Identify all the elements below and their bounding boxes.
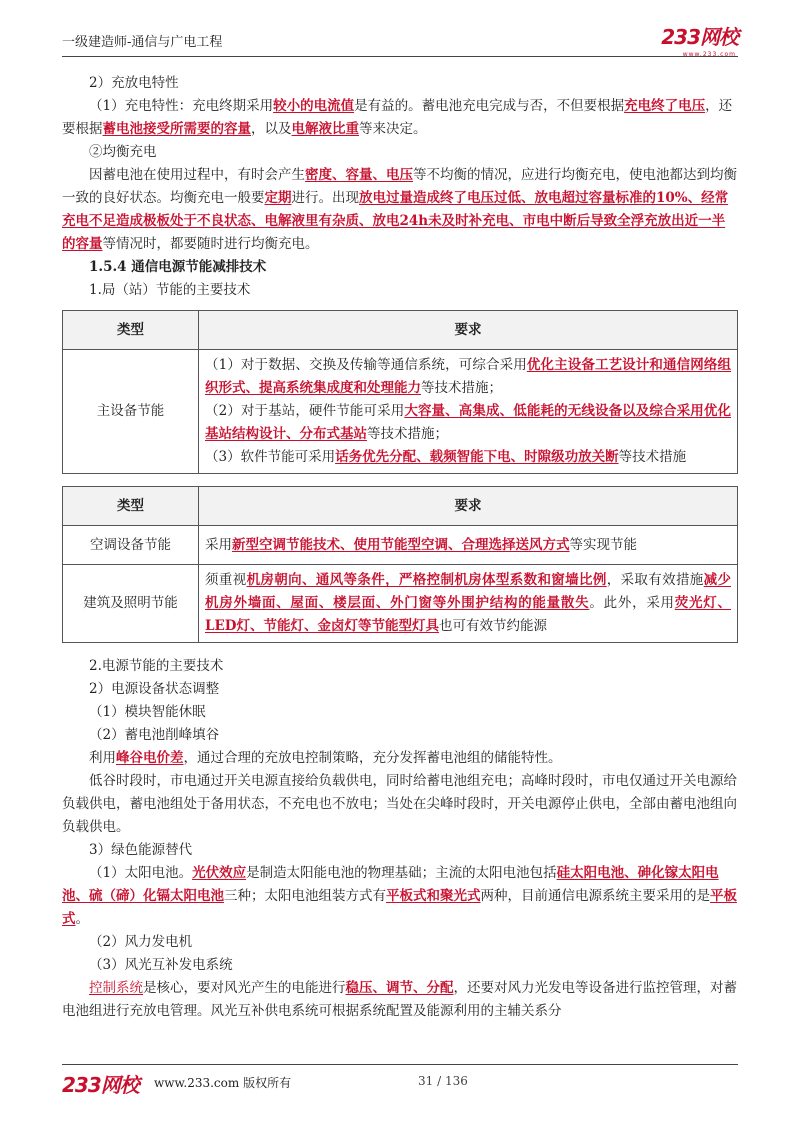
table-header-requirement: 要求 <box>199 311 738 350</box>
list-item: （3）风光互补发电系统 <box>89 957 233 973</box>
heading-equalizing-charge: ②均衡充电 <box>89 144 157 160</box>
list-item: （2）风力发电机 <box>89 934 193 950</box>
table-cell-type: 空调设备节能 <box>63 526 199 565</box>
paragraph-equalizing-charge: 因蓄电池在使用过程中，有时会产生密度、容量、电压等不均衡的情况，应进行均衡充电，使电池都达到均衡一致的良好状态。均衡充电一般要定期进行。出现放电过量造成终了电压过低、放电超过容量标准的10%、经常充电不足造成极板处于不良状态、电解液里有杂质、放电24h未及时补充电、市电中断后导致全浮充放出近一半的容量等情况时，都要随时进行均衡充电。 <box>62 167 737 252</box>
brand-logo: 233网校 <box>661 25 738 49</box>
keypoint: 电解液比重 <box>291 121 359 137</box>
paragraph-time-periods: 低谷时段时，市电通过开关电源直接给负载供电，同时给蓄电池组充电；高峰时段时，市电仅通过开关电源给负载供电，蓄电池组处于备用状态，不充电也不放电；当处在尖峰时段时，开关电源停止供电，全部由蓄电池组向负载供电。 <box>62 773 737 835</box>
keypoint: 机房朝向、通风等条件，严格控制机房体型系数和窗墙比例 <box>246 572 607 588</box>
keypoint: 减少机房外墙面、屋面、楼层面、外门窗等外围护结构的能量散失 <box>205 572 732 611</box>
table-main-equipment-saving <box>62 310 738 474</box>
table-header-type: 类型 <box>63 311 199 350</box>
subheading-state-adjustment: 2）电源设备状态调整 <box>89 681 220 697</box>
page-footer <box>62 1064 738 1105</box>
table-cell-type: 主设备节能 <box>63 350 199 474</box>
table-cell-requirement: 须重视机房朝向、通风等条件，严格控制机房体型系数和窗墙比例，采取有效措施减少机房外墙面、屋面、楼层面、外门窗等外围护结构的能量散失。此外，采用荧光灯、LED灯、节能灯、金卤灯等节能型灯具也可有效节约能源 <box>199 565 738 643</box>
footer-logo: 233网校 <box>62 1073 139 1097</box>
brand-logo-url: www.233.com <box>682 51 736 58</box>
paragraph-wind-solar: 控制系统是核心，要对风光产生的电能进行稳压、调节、分配，还要对风力光发电等设备进行监控管理，对蓄电池组进行充放电管理。风光互补供电系统可根据系统配置及能源利用的主辅关系分 <box>62 980 737 1019</box>
table-cell-type: 建筑及照明节能 <box>63 565 199 643</box>
table-row <box>63 565 738 643</box>
table-cell-requirement: 采用新型空调节能技术、使用节能型空调、合理选择送风方式等实现节能 <box>199 526 738 565</box>
header-title: 一级建造师-通信与广电工程 <box>62 35 223 50</box>
subheading-power-saving: 2.电源节能的主要技术 <box>89 658 224 674</box>
paragraph-solar-cell: （1）太阳电池。光伏效应是制造太阳能电池的物理基础；主流的太阳电池包括硅太阳电池、砷化镓太阳电池、硫（碲）化镉太阳电池三种；太阳电池组装方式有平板式和聚光式两种，目前通信电源系统主要采用的是平板式。 <box>62 865 737 927</box>
page-number: 31 / 136 <box>418 1074 468 1088</box>
keypoint: 荧光灯、LED灯、节能灯、金卤灯等节能型灯具 <box>205 595 732 634</box>
page-header <box>62 22 738 57</box>
subheading-station-energy-saving: 1.局（站）节能的主要技术 <box>89 282 251 298</box>
document-body <box>62 72 738 1023</box>
keypoint: 光伏效应 <box>192 865 247 881</box>
keypoint: 优化主设备工艺设计和通信网络组织形式、提高系统集成度和处理能力 <box>205 357 731 396</box>
keypoint: 硅太阳电池、砷化镓太阳电池、硫（碲）化镉太阳电池 <box>62 865 719 904</box>
list-item: （1）模块智能休眠 <box>89 704 206 720</box>
keypoint: 放电过量造成终了电压过低、放电超过容量标准的10%、经常充电不足造成极板处于不良状态、电解液里有杂质、放电24h未及时补充电、市电中断后导致全浮充放出近一半的容量 <box>62 190 729 252</box>
keypoint: 稳压、调节、分配 <box>345 980 454 996</box>
heading-charge-characteristics: 2）充放电特性 <box>89 75 179 91</box>
keypoint: 平板式和聚光式 <box>386 888 481 904</box>
paragraph-charge-characteristics: （1）充电特性：充电终期采用较小的电流值是有益的。蓄电池充电完成与否，不但要根据充电终了电压，还要根据蓄电池接受所需要的容量，以及电解液比重等来决定。 <box>62 98 733 137</box>
keypoint: 密度、容量、电压 <box>305 167 413 183</box>
table-cell-requirement: （1）对于数据、交换及传输等通信系统，可综合采用优化主设备工艺设计和通信网络组织形式、提高系统集成度和处理能力等技术措施； （2）对于基站，硬件节能可采用大容量、高集成、低能耗的无线设备以及综合采用优化基站结构设计、分布式基站等技术措施； （3）软件节能可采用话务优先分配、载频智能下电、时隙级功放关断等技术措施 <box>199 350 738 474</box>
list-item: （2）蓄电池削峰填谷 <box>89 727 220 743</box>
keypoint: 新型空调节能技术、使用节能型空调、合理选择送风方式 <box>232 536 570 553</box>
table-header-requirement: 要求 <box>199 487 738 526</box>
keypoint: 平板式 <box>62 888 737 927</box>
table-header-type: 类型 <box>63 487 199 526</box>
keypoint: 充电终了电压 <box>624 98 706 114</box>
section-heading-1-5-4: 1.5.4 通信电源节能减排技术 <box>89 259 267 275</box>
table-row <box>63 350 738 474</box>
keypoint: 控制系统 <box>89 980 143 996</box>
keypoint: 峰谷电价差 <box>116 750 184 766</box>
keypoint: 较小的电流值 <box>273 98 355 114</box>
keypoint: 蓄电池接受所需要的容量 <box>102 121 251 137</box>
table-aux-equipment-saving <box>62 486 738 643</box>
footer-copyright: www.233.com 版权所有 <box>154 1076 292 1090</box>
keypoint: 大容量、高集成、低能耗的无线设备以及综合采用优化基站结构设计、分布式基站 <box>205 403 731 442</box>
keypoint: 话务优先分配、载频智能下电、时隙级功放关断 <box>335 449 619 465</box>
table-row <box>63 526 738 565</box>
keypoint: 定期 <box>264 190 292 206</box>
subheading-green-energy: 3）绿色能源替代 <box>89 842 193 858</box>
paragraph-peak-valley: 利用峰谷电价差，通过合理的充放电控制策略，充分发挥蓄电池组的储能特性。 <box>89 750 562 766</box>
